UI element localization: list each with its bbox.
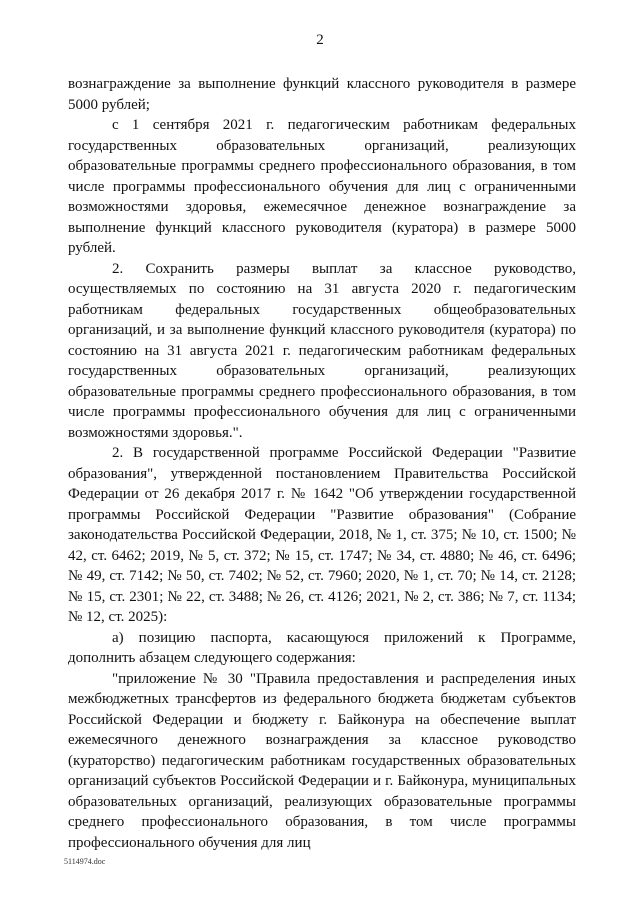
paragraph-subitem-a: а) позицию паспорта, касающуюся приложений к Программе, дополнить абзацем следующего содержания: [68,629,576,666]
document-body [68,74,576,853]
paragraph-september-2021: с 1 сентября 2021 г. педагогическим работникам федеральных государственных образовательных организаций, реализующих образовательные программы среднего профессионального образования, в том числе программы профессионального обучения для лиц с ограниченными возможностями здоровья, ежемесячное денежное вознаграждение за выполнение функций классного руководителя (куратора) в размере 5000 рублей. [68,117,576,256]
paragraph-item-2-state-program: 2. В государственной программе Российской Федерации "Развитие образования", утвержденной постановлением Правительства Российской Федерации от 26 декабря 2017 г. № 1642 "Об утверждении государственной программы Российской Федерации "Развитие образования" (Собрание законодательства Российской Федерации, 2018, № 1, ст. 375; № 10, ст. 1500; № 42, ст. 6462; 2019, № 5, ст. 372; № 15, ст. 1747; № 34, ст. 4880; № 46, ст. 6496; № 49, ст. 7142; № 50, ст. 7402; № 52, ст. 7960; 2020, № 1, ст. 70; № 14, ст. 2128; № 15, ст. 2301; № 22, ст. 3488; № 26, ст. 4126; 2021, № 2, ст. 386; № 7, ст. 1134; № 12, ст. 2025): [68,445,576,625]
paragraph-continuation: вознаграждение за выполнение функций классного руководителя в размере 5000 рублей; [68,76,576,113]
paragraph-item-2-preserve: 2. Сохранить размеры выплат за классное руководство, осуществляемых по состоянию на 31 августа 2020 г. педагогическим работникам федеральных государственных общеобразовательных организаций, и за выполнение функций классного руководителя (куратора) по состоянию на 31 августа 2021 г. педагогическим работникам федеральных государственных образовательных организаций, реализующих образовательные программы среднего профессионального образования, в том числе программы профессионального обучения для лиц с ограниченными возможностями здоровья.". [68,260,576,441]
document-file-code: 5114974.doc [64,857,106,866]
page-number: 2 [316,32,324,48]
paragraph-appendix-30: "приложение № 30 "Правила предоставления и распределения иных межбюджетных трансфертов из федерального бюджета бюджетам субъектов Российской Федерации и бюджету г. Байконура на обеспечение выплат ежемесячного денежного вознаграждения за классное руководство (кураторство) педагогическим работникам государственных образовательных организаций субъектов Российской Федерации и г. Байконура, муниципальных образовательных организаций, реализующих образовательные программы среднего профессионального образования, в том числе программы профессионального обучения для лиц [68,670,576,851]
